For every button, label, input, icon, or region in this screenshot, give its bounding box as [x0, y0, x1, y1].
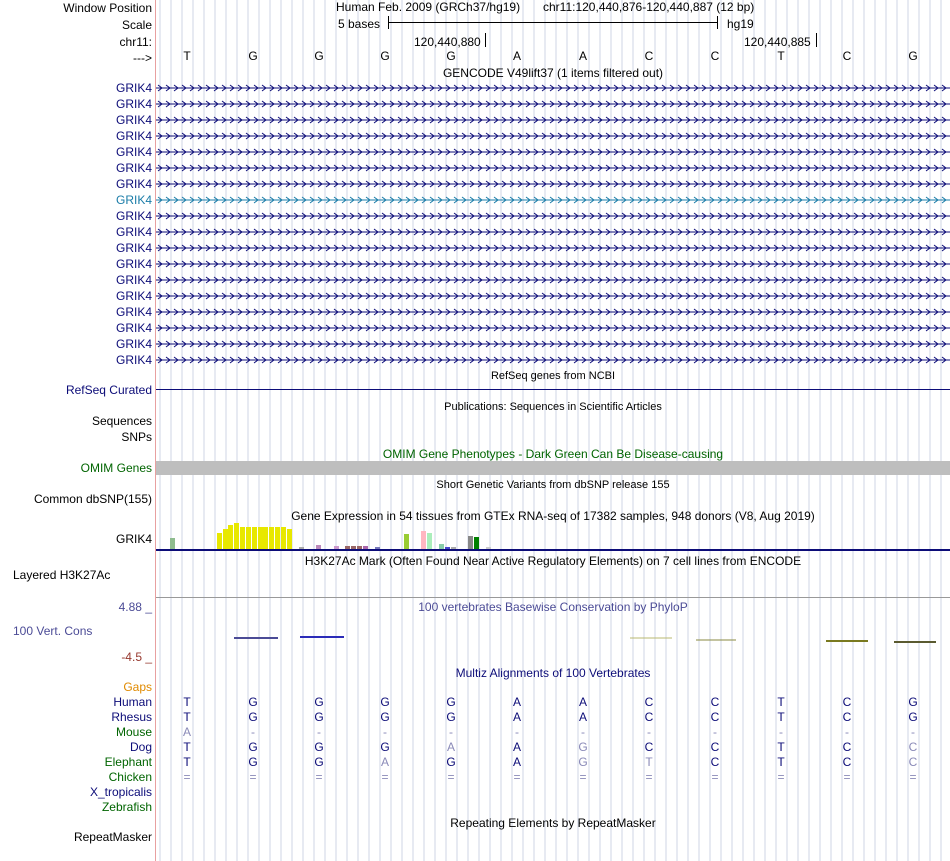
multiz-species-mouse[interactable]: Mouse — [115, 725, 152, 739]
assembly-title: Human Feb. 2009 (GRCh37/hg19) — [336, 0, 521, 14]
gencode-transcript[interactable] — [156, 82, 950, 94]
base-5: A — [512, 49, 521, 63]
multiz-base: T — [183, 740, 191, 754]
multiz-base: G — [248, 755, 258, 769]
multiz-base: G — [248, 740, 258, 754]
gencode-transcript[interactable] — [156, 306, 950, 318]
multiz-base: = — [447, 770, 455, 784]
repeatmasker-track-label[interactable]: RepeatMasker — [73, 830, 152, 844]
multiz-base: G — [908, 710, 918, 724]
gtex-track-label[interactable]: GRIK4 — [115, 532, 152, 546]
multiz-base: G — [314, 695, 324, 709]
gencode-transcript[interactable] — [156, 274, 950, 286]
multiz-base: G — [578, 740, 588, 754]
gencode-transcript[interactable] — [156, 114, 950, 126]
gtex-tissue-bar[interactable] — [263, 527, 268, 549]
gencode-gene-label[interactable]: GRIK4 — [115, 209, 152, 223]
gtex-gene-line — [156, 549, 950, 551]
multiz-base: = — [777, 770, 785, 784]
base-0: T — [183, 49, 191, 63]
multiz-base: C — [842, 695, 852, 709]
multiz-base: = — [315, 770, 323, 784]
track-area[interactable] — [156, 0, 950, 861]
multiz-base: G — [446, 755, 456, 769]
phylop-min-label: -4.5 _ — [121, 650, 152, 664]
gtex-tissue-bar[interactable] — [246, 527, 251, 549]
snps-track-label[interactable]: SNPs — [121, 430, 152, 444]
base-8: C — [710, 49, 720, 63]
multiz-track-title: Multiz Alignments of 100 Vertebrates — [455, 666, 651, 680]
gencode-gene-label[interactable]: GRIK4 — [115, 129, 152, 143]
phylop-signal[interactable] — [156, 630, 950, 650]
multiz-base: C — [644, 740, 654, 754]
multiz-base: C — [710, 755, 720, 769]
omim-gene-bar[interactable] — [156, 461, 950, 475]
gencode-transcript[interactable] — [156, 354, 950, 366]
multiz-base: A — [512, 710, 521, 724]
multiz-base: C — [644, 710, 654, 724]
gencode-transcript[interactable] — [156, 178, 950, 190]
gtex-tissue-bar[interactable] — [240, 527, 245, 549]
gencode-gene-label[interactable]: GRIK4 — [115, 177, 152, 191]
multiz-base: G — [248, 710, 258, 724]
gtex-tissue-bar[interactable] — [252, 527, 257, 549]
gencode-gene-label[interactable]: GRIK4 — [115, 241, 152, 255]
multiz-species-dog[interactable]: Dog — [129, 740, 152, 754]
base-2: G — [314, 49, 324, 63]
coord-tick-label-2: 120,440,885 — [744, 35, 811, 49]
multiz-base: G — [446, 710, 456, 724]
multiz-base: C — [908, 755, 918, 769]
multiz-base: T — [777, 755, 785, 769]
gtex-tissue-bar[interactable] — [468, 536, 473, 549]
multiz-gaps-label[interactable]: Gaps — [123, 680, 152, 694]
gtex-tissue-bar[interactable] — [275, 527, 280, 549]
gencode-transcript[interactable] — [156, 226, 950, 238]
coord-tick-label-1: 120,440,880 — [414, 35, 481, 49]
gencode-gene-label[interactable]: GRIK4 — [115, 161, 152, 175]
scale-bar — [388, 22, 718, 23]
multiz-base: A — [512, 755, 521, 769]
position-readout: chr11:120,440,876-120,440,887 (12 bp) — [543, 0, 755, 14]
multiz-base: T — [777, 710, 785, 724]
gtex-tissue-bar[interactable] — [217, 533, 222, 549]
gencode-track-title: GENCODE V49lift37 (1 items filtered out) — [442, 66, 664, 80]
publications-track-title: Publications: Sequences in Scientific Articles — [444, 401, 662, 413]
multiz-base: A — [512, 740, 521, 754]
multiz-species-zebrafish[interactable]: Zebrafish — [101, 800, 152, 814]
gtex-tissue-bar[interactable] — [269, 527, 274, 549]
gencode-gene-label[interactable]: GRIK4 — [115, 97, 152, 111]
omim-track-title: OMIM Gene Phenotypes - Dark Green Can Be Disease-causing — [382, 447, 724, 461]
refseq-gene-line[interactable] — [156, 389, 950, 390]
multiz-base: - — [449, 725, 453, 739]
base-9: T — [777, 49, 785, 63]
gencode-gene-label[interactable]: GRIK4 — [115, 273, 152, 287]
gencode-transcript[interactable] — [156, 98, 950, 110]
gtex-tissue-bar[interactable] — [421, 531, 426, 549]
multiz-species-rhesus[interactable]: Rhesus — [111, 710, 152, 724]
multiz-base: - — [515, 725, 519, 739]
scale-label: Scale — [121, 18, 152, 32]
multiz-base: - — [845, 725, 849, 739]
gtex-tissue-bar[interactable] — [287, 529, 292, 549]
gencode-transcript[interactable] — [156, 242, 950, 254]
multiz-base: = — [249, 770, 257, 784]
multiz-base: G — [314, 740, 324, 754]
base-11: G — [908, 49, 918, 63]
multiz-base: G — [578, 755, 588, 769]
multiz-base: C — [842, 740, 852, 754]
gencode-transcript[interactable] — [156, 194, 950, 206]
multiz-base: - — [581, 725, 585, 739]
multiz-base: A — [578, 695, 587, 709]
chrom-label: chr11: — [119, 35, 152, 49]
scale-bar-right-tick — [717, 16, 718, 29]
gtex-tissue-bar[interactable] — [427, 533, 432, 549]
gtex-tissue-bar[interactable] — [228, 525, 233, 549]
multiz-base: G — [314, 755, 324, 769]
multiz-base: - — [317, 725, 321, 739]
base-6: A — [578, 49, 587, 63]
multiz-species-chicken[interactable]: Chicken — [108, 770, 152, 784]
multiz-base: G — [380, 695, 390, 709]
h3k27ac-track-title: H3K27Ac Mark (Often Found Near Active Regulatory Elements) on 7 cell lines from ENCODE — [304, 554, 802, 568]
gencode-gene-label[interactable]: GRIK4 — [115, 225, 152, 239]
base-4: G — [446, 49, 456, 63]
multiz-base: - — [779, 725, 783, 739]
gencode-transcript[interactable] — [156, 130, 950, 142]
h3k27ac-track-label[interactable]: Layered H3K27Ac — [13, 568, 111, 582]
multiz-base: G — [314, 710, 324, 724]
base-3: G — [380, 49, 390, 63]
multiz-base: = — [513, 770, 521, 784]
gencode-transcript[interactable] — [156, 258, 950, 270]
gtex-tissue-bar[interactable] — [281, 527, 286, 549]
h3k27ac-baseline — [156, 597, 950, 598]
gencode-gene-label[interactable]: GRIK4 — [115, 353, 152, 367]
gtex-bar-chart[interactable] — [156, 522, 950, 549]
multiz-base: A — [578, 710, 587, 724]
track-label-column — [0, 0, 155, 861]
gencode-transcript[interactable] — [156, 162, 950, 174]
base-10: C — [842, 49, 852, 63]
base-7: C — [644, 49, 654, 63]
omim-track-label[interactable]: OMIM Genes — [80, 461, 152, 475]
multiz-base: - — [713, 725, 717, 739]
coord-tick-2 — [816, 33, 817, 47]
multiz-species-human[interactable]: Human — [113, 695, 152, 709]
gtex-tissue-bar[interactable] — [404, 534, 409, 549]
coord-tick-1 — [485, 33, 486, 47]
multiz-base: A — [512, 695, 521, 709]
gencode-gene-label[interactable]: GRIK4 — [115, 145, 152, 159]
gencode-gene-label[interactable]: GRIK4 — [115, 289, 152, 303]
multiz-species-x-tropicalis[interactable]: X_tropicalis — [89, 785, 152, 799]
gencode-transcript[interactable] — [156, 210, 950, 222]
gencode-gene-label[interactable]: GRIK4 — [115, 193, 152, 207]
gtex-tissue-bar[interactable] — [170, 538, 175, 549]
dbsnp-track-title: Short Genetic Variants from dbSNP release 155 — [436, 479, 670, 491]
gencode-transcript[interactable] — [156, 338, 950, 350]
gencode-gene-label[interactable]: GRIK4 — [115, 305, 152, 319]
multiz-base: = — [843, 770, 851, 784]
multiz-base: T — [645, 755, 653, 769]
repeatmasker-track-title: Repeating Elements by RepeatMasker — [450, 816, 656, 830]
gencode-gene-label[interactable]: GRIK4 — [115, 81, 152, 95]
publications-track-label[interactable]: Sequences — [91, 414, 152, 428]
window-position-label: Window Position — [63, 1, 152, 15]
multiz-base: - — [911, 725, 915, 739]
multiz-base: G — [908, 695, 918, 709]
multiz-base: - — [647, 725, 651, 739]
scale-text: 5 bases — [338, 17, 381, 31]
gencode-transcript[interactable] — [156, 146, 950, 158]
phylop-track-label[interactable]: 100 Vert. Cons — [13, 624, 93, 638]
gencode-gene-label[interactable]: GRIK4 — [115, 337, 152, 351]
multiz-base: G — [446, 695, 456, 709]
gencode-gene-label[interactable]: GRIK4 — [115, 113, 152, 127]
multiz-base: A — [380, 755, 389, 769]
dbsnp-track-label[interactable]: Common dbSNP(155) — [33, 492, 152, 506]
multiz-base: G — [248, 695, 258, 709]
multiz-base: G — [380, 710, 390, 724]
multiz-base: G — [380, 740, 390, 754]
multiz-base: C — [842, 710, 852, 724]
base-1: G — [248, 49, 258, 63]
multiz-base: - — [383, 725, 387, 739]
multiz-base: A — [446, 740, 455, 754]
multiz-base: T — [183, 710, 191, 724]
multiz-base: - — [251, 725, 255, 739]
multiz-base: = — [711, 770, 719, 784]
multiz-base: = — [381, 770, 389, 784]
multiz-base: C — [842, 755, 852, 769]
strand-label: ---> — [133, 51, 152, 65]
gtex-tissue-bar[interactable] — [258, 527, 263, 549]
multiz-base: = — [579, 770, 587, 784]
refseq-track-label[interactable]: RefSeq Curated — [65, 383, 152, 397]
refseq-track-title: RefSeq genes from NCBI — [490, 370, 616, 382]
multiz-base: C — [644, 695, 654, 709]
gtex-tissue-bar[interactable] — [474, 537, 479, 549]
multiz-species-elephant[interactable]: Elephant — [104, 755, 152, 769]
gtex-track-title: Gene Expression in 54 tissues from GTEx RNA-seq of 17382 samples, 948 donors (V8, Aug 2019) — [291, 509, 815, 523]
multiz-base: C — [710, 695, 720, 709]
multiz-base: T — [777, 695, 785, 709]
scale-db: hg19 — [727, 17, 754, 31]
multiz-base: T — [183, 695, 191, 709]
multiz-base: = — [909, 770, 917, 784]
multiz-base: C — [710, 710, 720, 724]
multiz-base: C — [908, 740, 918, 754]
multiz-base: = — [183, 770, 191, 784]
gencode-gene-label[interactable]: GRIK4 — [115, 257, 152, 271]
multiz-base: = — [645, 770, 653, 784]
multiz-base: A — [182, 725, 191, 739]
phylop-max-label: 4.88 _ — [118, 600, 152, 614]
gencode-transcript[interactable] — [156, 322, 950, 334]
gencode-gene-label[interactable]: GRIK4 — [115, 321, 152, 335]
phylop-track-title: 100 vertebrates Basewise Conservation by PhyloP — [418, 600, 688, 614]
gencode-transcript[interactable] — [156, 290, 950, 302]
gtex-tissue-bar[interactable] — [223, 529, 228, 549]
multiz-base: C — [710, 740, 720, 754]
multiz-base: T — [777, 740, 785, 754]
multiz-base: T — [183, 755, 191, 769]
gtex-tissue-bar[interactable] — [234, 523, 239, 549]
